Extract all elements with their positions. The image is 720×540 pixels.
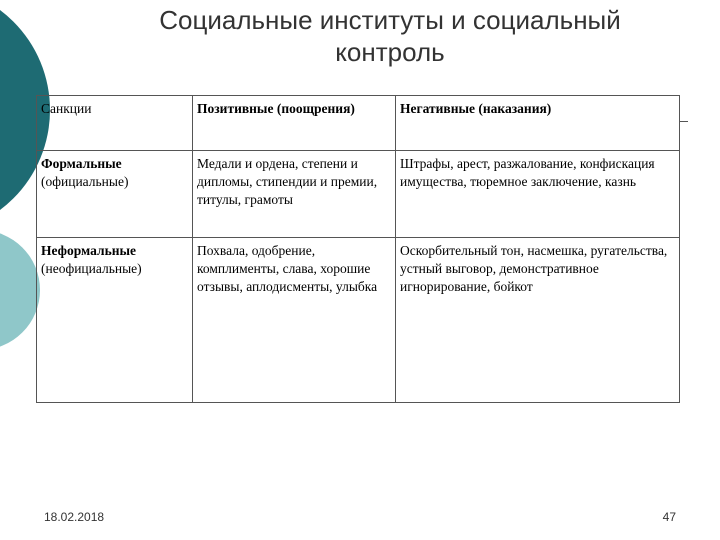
row-category-cell: [37, 238, 193, 403]
footer-date: 18.02.2018: [44, 510, 105, 524]
negative-sanctions-cell: Оскорбительный тон, насмешка, ругательства, устный выговор, демонстративное игнорирование, бойкот: [396, 238, 680, 403]
title-line-2: контроль: [335, 37, 445, 67]
row-category-cell: [37, 151, 193, 238]
table-header-row: [37, 96, 680, 151]
row-category: Неформальные: [41, 243, 137, 258]
title-line-1: Социальные институты и социальный: [159, 5, 621, 35]
light-circle: [0, 230, 40, 350]
table-row: [37, 238, 680, 403]
header-sanctions: Санкции: [37, 96, 193, 151]
table-row: [37, 151, 680, 238]
slide-title: [130, 4, 650, 68]
header-negative: Негативные (наказания): [396, 96, 680, 151]
sanctions-table: [36, 95, 680, 403]
header-positive: Позитивные (поощрения): [193, 96, 396, 151]
negative-sanctions-cell: Штрафы, арест, разжалование, конфискация имущества, тюремное заключение, казнь: [396, 151, 680, 238]
row-subcategory: (неофициальные): [41, 261, 142, 276]
row-category: Формальные: [41, 156, 122, 171]
row-subcategory: (официальные): [41, 174, 129, 189]
positive-sanctions-cell: Похвала, одобрение, комплименты, слава, хорошие отзывы, аплодисменты, улыбка: [193, 238, 396, 403]
page-number: 47: [662, 510, 676, 524]
table-edge-tick: [680, 121, 688, 122]
positive-sanctions-cell: Медали и ордена, степени и дипломы, стипендии и премии, титулы, грамоты: [193, 151, 396, 238]
